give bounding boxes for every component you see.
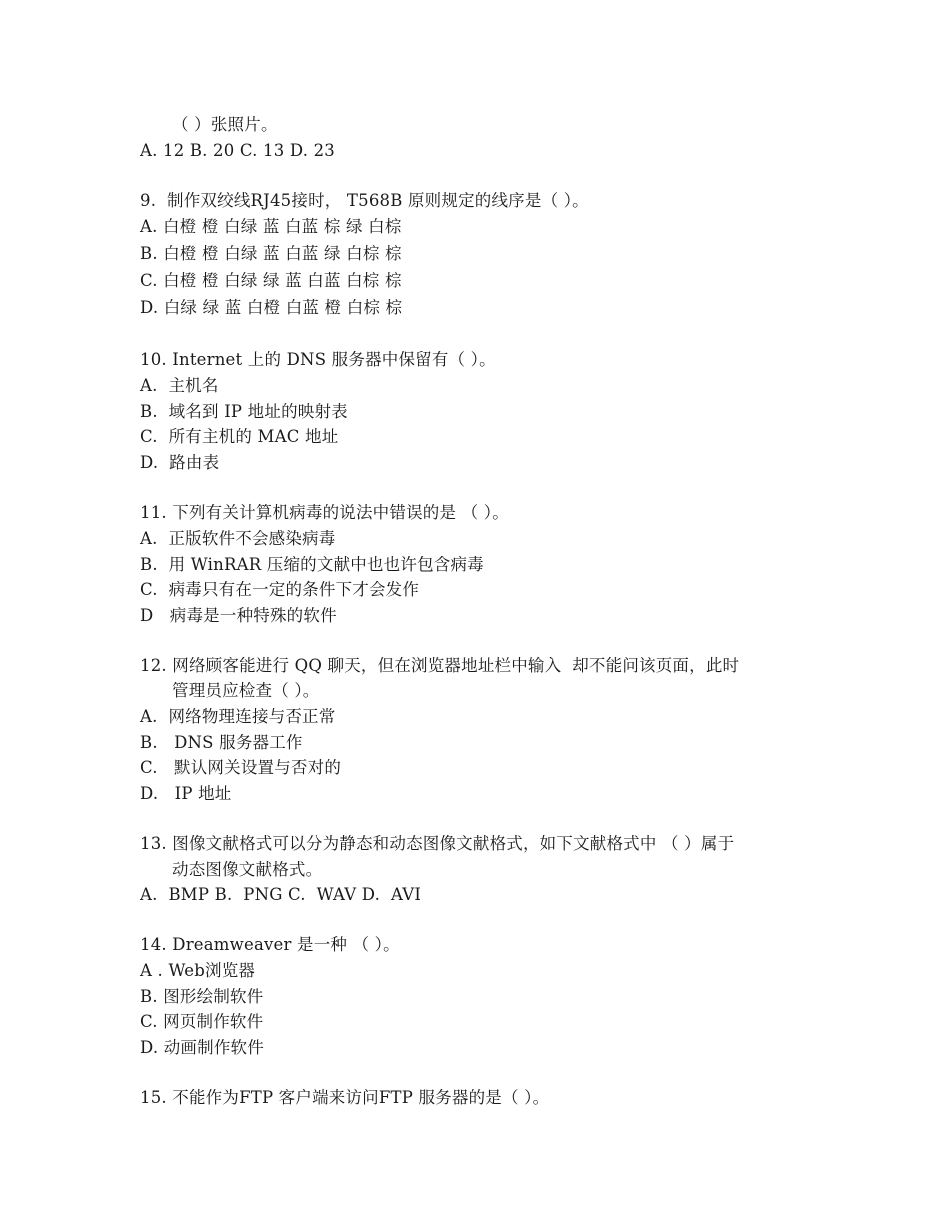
question-10-option-b: B. 域名到 IP 地址的映射表 (140, 402, 348, 421)
question-11-option-a: A. 正版软件不会感染病毒 (140, 529, 336, 548)
question-12-stem: 12. 网络顾客能进行 QQ 聊天，但在浏览器地址栏中输入 却不能问该页面，此时 (140, 656, 740, 675)
question-12-option-b: B. DNS 服务器工作 (140, 733, 303, 752)
question-10-option-c: C. 所有主机的 MAC 地址 (140, 427, 339, 446)
question-10-option-a: A. 主机名 (140, 376, 219, 395)
question-14-option-d: D. 动画制作软件 (140, 1038, 264, 1057)
question-15-stem: 15. 不能作为FTP 客户端来访问FTP 服务器的是（ ）。 (140, 1088, 550, 1107)
question-11-option-d: D 病毒是一种特殊的软件 (140, 606, 337, 625)
question-13-options: A. BMP B. PNG C. WAV D. AVI (140, 885, 422, 904)
question-12-option-c: C. 默认网关设置与否对的 (140, 758, 342, 777)
question-11-option-b: B. 用 WinRAR 压缩的文献中也也许包含病毒 (140, 555, 484, 574)
question-12-option-d: D. IP 地址 (140, 784, 232, 803)
question-11-stem: 11. 下列有关计算机病毒的说法中错误的是 （ ）。 (140, 503, 509, 522)
question-9-option-c: C. 白橙 橙 白绿 绿 蓝 白蓝 白棕 棕 (140, 271, 402, 290)
question-10-stem: 10. Internet 上的 DNS 服务器中保留有（ ）。 (140, 350, 496, 369)
question-11-option-c: C. 病毒只有在一定的条件下才会发作 (140, 580, 420, 599)
question-9-option-d: D. 白绿 绿 蓝 白橙 白蓝 橙 白棕 棕 (140, 298, 403, 317)
question-12-stem-cont: 管理员应检查（ ）。 (172, 681, 320, 700)
question-8-options: A. 12 B. 20 C. 13 D. 23 (140, 141, 335, 160)
question-10-option-d: D. 路由表 (140, 453, 220, 472)
question-9-option-b: B. 白橙 橙 白绿 蓝 白蓝 绿 白棕 棕 (140, 244, 402, 263)
question-13-stem-cont: 动态图像文献格式。 (172, 860, 323, 879)
question-14-option-a: A . Web浏览器 (140, 961, 256, 980)
question-12-option-a: A. 网络物理连接与否正常 (140, 707, 336, 726)
question-8-stem-end: （ ）张照片。 (172, 115, 278, 134)
question-13-stem: 13. 图像文献格式可以分为静态和动态图像文献格式，如下文献格式中 （ ）属于 (140, 834, 735, 853)
question-14-option-b: B. 图形绘制软件 (140, 987, 264, 1006)
question-14-stem: 14. Dreamweaver 是一种 （ ）。 (140, 935, 400, 954)
question-14-option-c: C. 网页制作软件 (140, 1012, 264, 1031)
question-9-option-a: A. 白橙 橙 白绿 蓝 白蓝 棕 绿 白棕 (140, 217, 402, 236)
question-9-stem: 9. 制作双绞线RJ45接时， T568B 原则规定的线序是（ ）。 (140, 191, 589, 210)
